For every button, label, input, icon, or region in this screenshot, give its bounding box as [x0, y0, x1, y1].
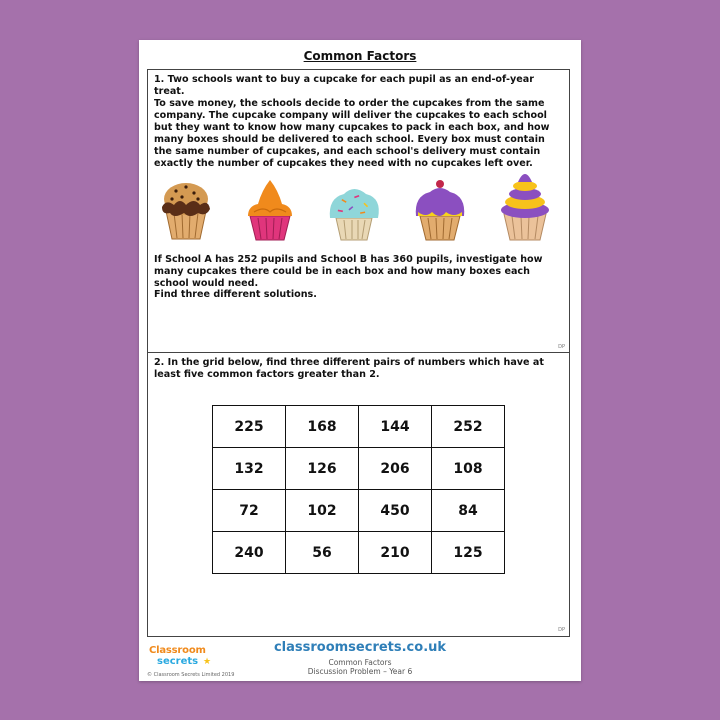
- grid-cell: 108: [432, 448, 505, 490]
- grid-row: [213, 406, 505, 448]
- grid-cell: 84: [432, 490, 505, 532]
- question2-code: DP: [558, 627, 565, 633]
- question1-box: [147, 69, 570, 353]
- grid-cell: 126: [286, 448, 359, 490]
- grid-cell: 450: [359, 490, 432, 532]
- website-link[interactable]: classroomsecrets.co.uk: [273, 640, 447, 655]
- grid-cell: 252: [432, 406, 505, 448]
- grid-cell: 210: [359, 532, 432, 574]
- grid-cell: 102: [286, 490, 359, 532]
- cupcake-sprinkles-image: [324, 178, 384, 242]
- cupcake-orange-image: [240, 176, 300, 242]
- cupcake-swirl-image: [494, 166, 556, 242]
- grid-cell: 168: [286, 406, 359, 448]
- grid-cell: 72: [213, 490, 286, 532]
- copyright-text: © Classroom Secrets Limited 2019: [147, 672, 235, 678]
- page-title: Common Factors: [303, 49, 417, 63]
- footer-subtitle-topic: Common Factors: [328, 658, 392, 667]
- question2-box: [147, 353, 570, 637]
- grid-cell: 240: [213, 532, 286, 574]
- question1-task: If School A has 252 pupils and School B has 360 pupils, investigate how many cupcakes there could be in each box and how many boxes each school would need.: [154, 254, 543, 289]
- cupcake-purple-image: [410, 174, 470, 242]
- question1-code: DP: [558, 344, 565, 350]
- grid-row: [213, 532, 505, 574]
- number-grid: [212, 405, 505, 574]
- grid-cell: 144: [359, 406, 432, 448]
- grid-row: [213, 490, 505, 532]
- logo-text-classroom: Classroom: [149, 645, 206, 656]
- cupcake-chocolate-image: [156, 175, 216, 241]
- question1-paragraph: To save money, the schools decide to order the cupcakes from the same company. The cupcake company will deliver the cupcakes to each school but they want to know how many cupcakes to pack in each box, and how many boxes should be delivered to each school. Every box must contain the same number of cupcakes, and each school's delivery must contain exactly the number of cupcakes they need with no cupcakes left over.: [154, 98, 550, 169]
- grid-cell: 125: [432, 532, 505, 574]
- question2-text: 2. In the grid below, find three different pairs of numbers which have at least five common factors greater than 2.: [154, 357, 544, 380]
- star-icon: ★: [203, 657, 212, 667]
- logo-text-secrets: secrets: [157, 656, 199, 667]
- grid-cell: 56: [286, 532, 359, 574]
- question1-intro: 1. Two schools want to buy a cupcake for each pupil as an end-of-year treat.: [154, 74, 534, 97]
- question1-instruction: Find three different solutions.: [154, 289, 317, 300]
- worksheet: [139, 40, 581, 681]
- footer-subtitle-type: Discussion Problem – Year 6: [307, 667, 413, 676]
- grid-cell: 225: [213, 406, 286, 448]
- grid-row: [213, 448, 505, 490]
- grid-cell: 206: [359, 448, 432, 490]
- grid-cell: 132: [213, 448, 286, 490]
